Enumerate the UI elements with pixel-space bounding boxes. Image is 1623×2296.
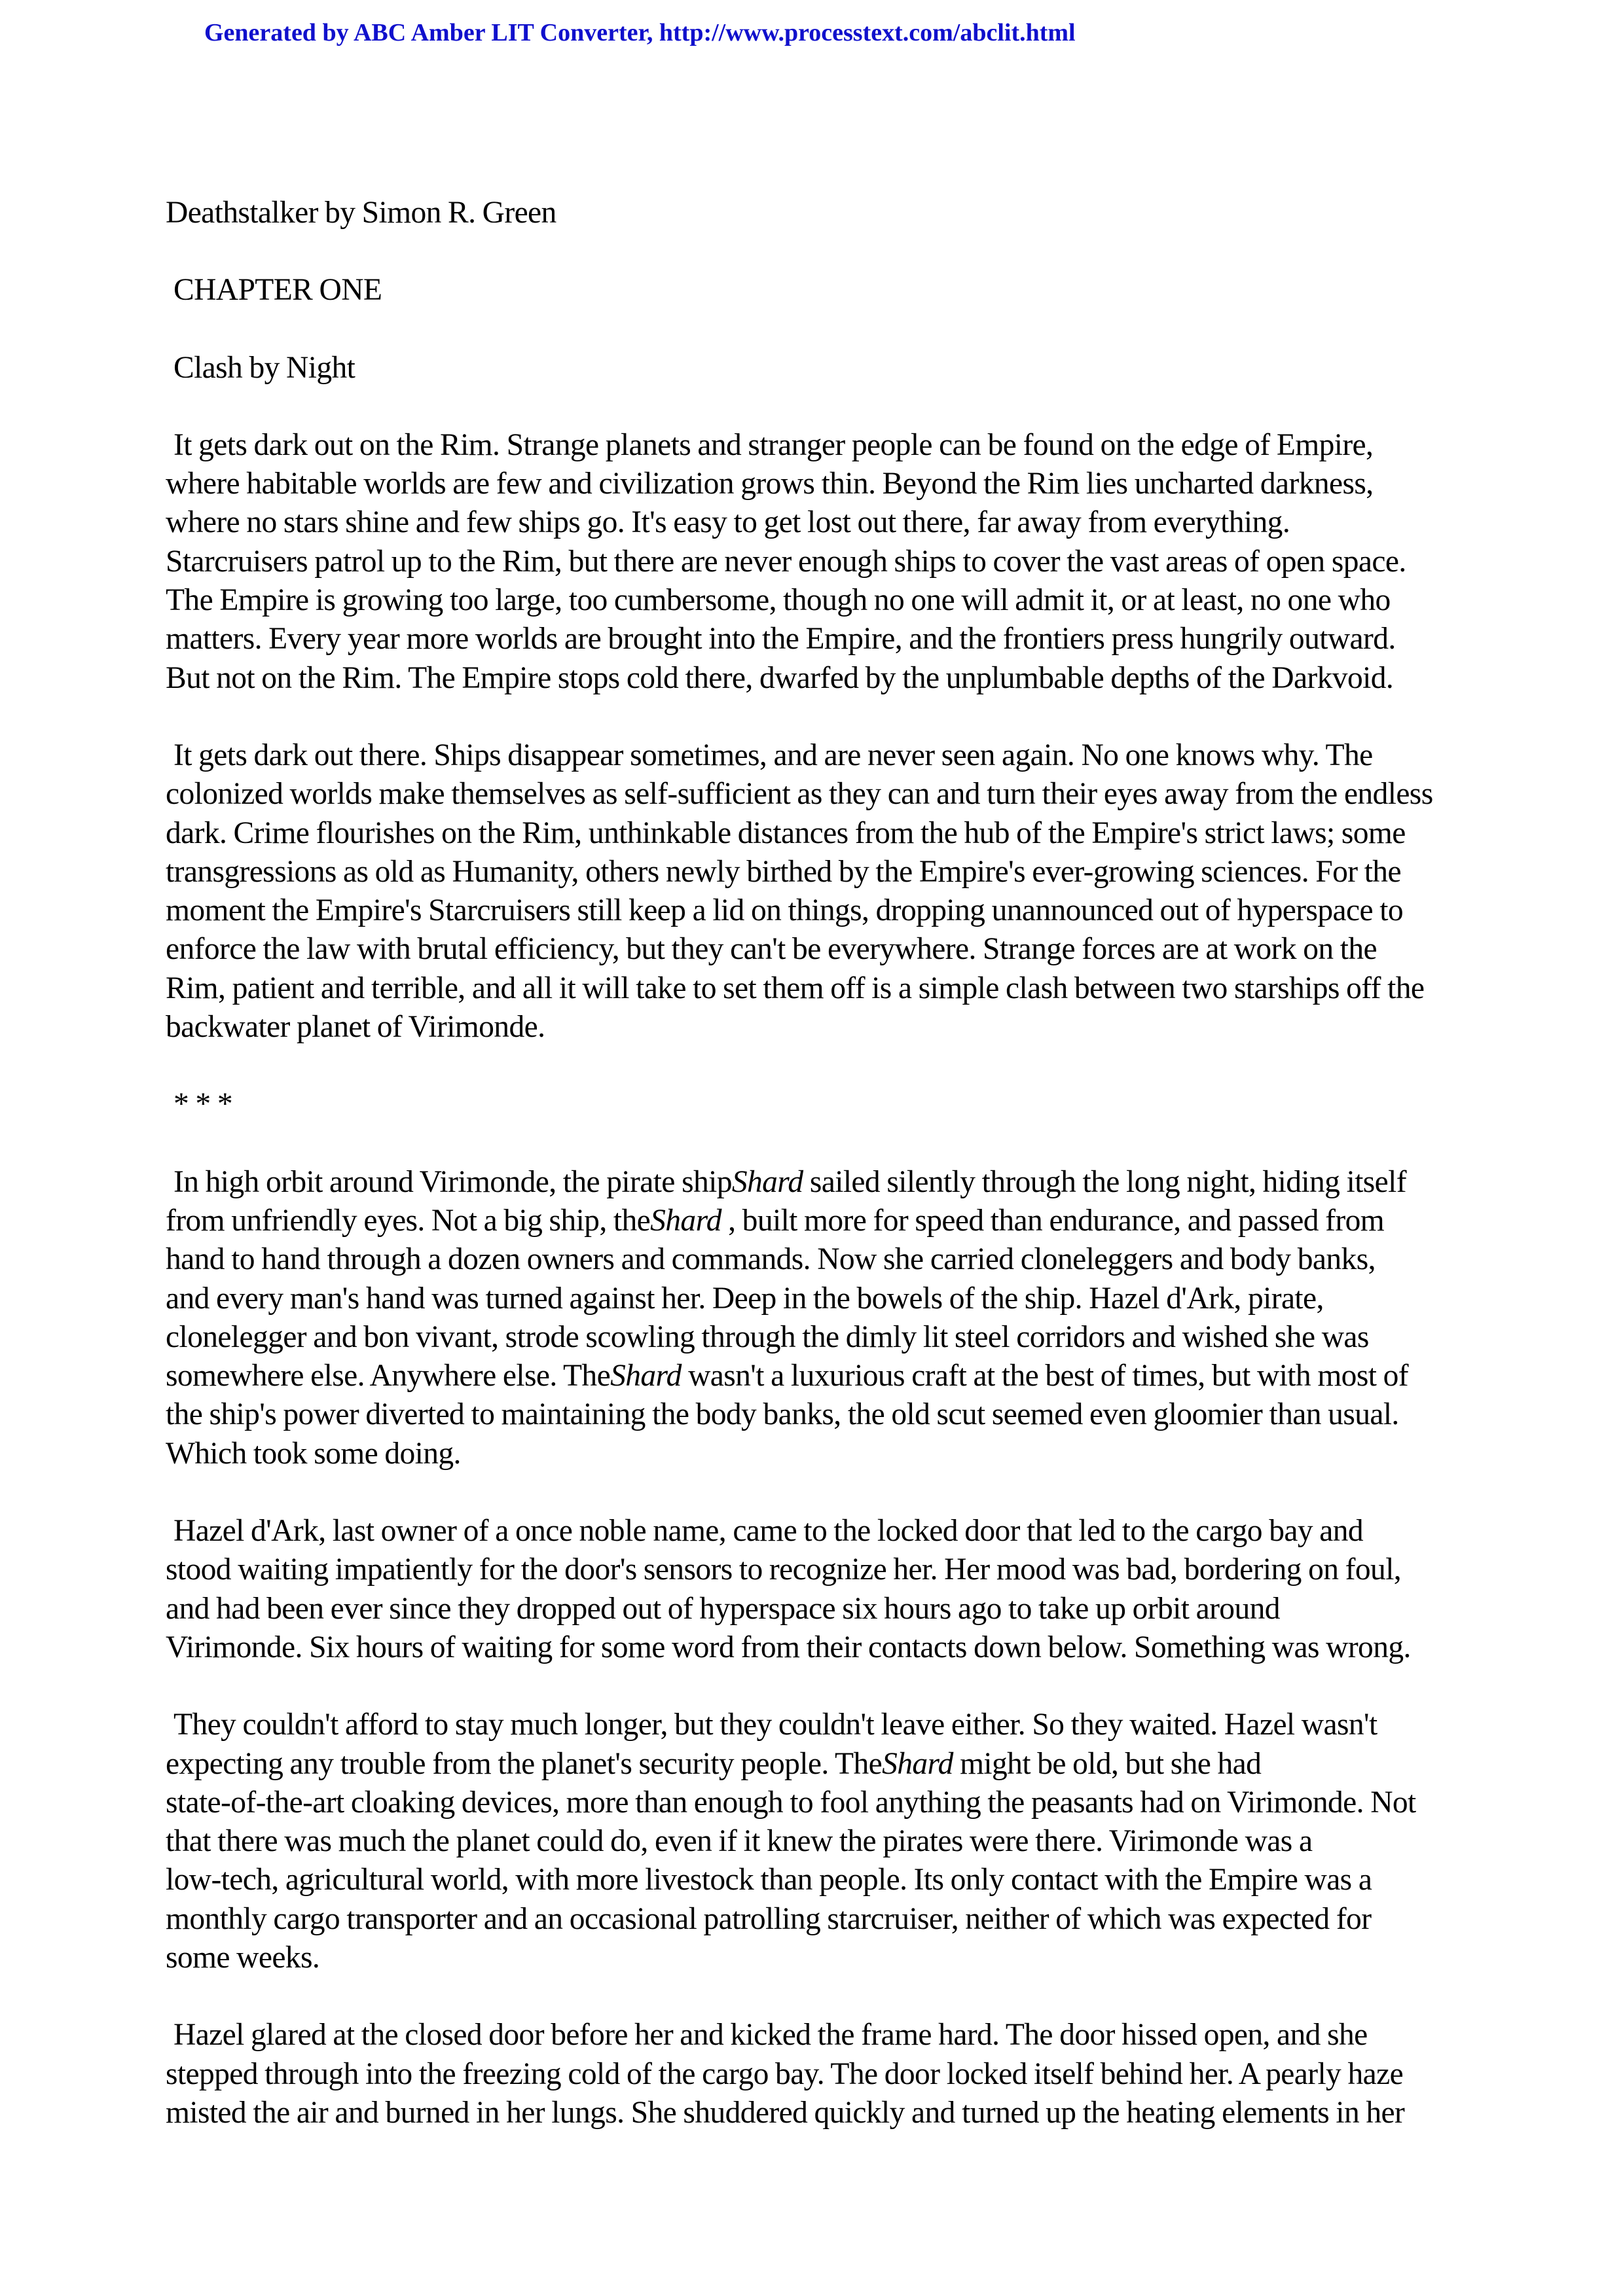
text-line: state-of-the-art cloaking devices, more than enough to fool anything the peasants had on Virimonde. Not xyxy=(166,1785,1416,1820)
paragraph-6 xyxy=(166,2016,1475,2132)
text-line: stood waiting impatiently for the door's sensors to recognize her. Her mood was bad, bordering on foul, xyxy=(166,1552,1402,1587)
text-line: dark. Crime flourishes on the Rim, unthinkable distances from the hub of the Empire's strict laws; some xyxy=(166,816,1406,850)
text-line: where no stars shine and few ships go. It's easy to get lost out there, far away from everything. xyxy=(166,505,1290,540)
ship-name: Shard xyxy=(610,1359,682,1393)
text-line: Hazel glared at the closed door before her and kicked the frame hard. The door hissed open, and she xyxy=(173,2018,1368,2053)
text-line: hand to hand through a dozen owners and commands. Now she carried cloneleggers and body banks, xyxy=(166,1242,1376,1277)
text-line: clonelegger and bon vivant, strode scowling through the dimly lit steel corridors and wished she was xyxy=(166,1319,1369,1354)
text-line: the ship's power diverted to maintaining the body banks, the old scut seemed even gloomier than usual. xyxy=(166,1397,1399,1432)
text-line: stepped through into the freezing cold of the cargo bay. The door locked itself behind her. A pearly haze xyxy=(166,2056,1404,2091)
text-line: monthly cargo transporter and an occasional patrolling starcruiser, neither of which was expected for xyxy=(166,1901,1372,1936)
book-title-line: Deathstalker by Simon R. Green xyxy=(166,196,556,230)
scene-separator: * * * xyxy=(173,1087,233,1122)
text-line: misted the air and burned in her lungs. She shuddered quickly and turned up the heating elements in her xyxy=(166,2095,1405,2130)
chapter-heading: CHAPTER ONE xyxy=(173,273,382,308)
text-line: backwater planet of Virimonde. xyxy=(166,1010,545,1045)
text-line: The Empire is growing too large, too cumbersome, though no one will admit it, or at least, no one who xyxy=(166,583,1391,618)
paragraph-3 xyxy=(166,1163,1475,1473)
ship-name: Shard xyxy=(650,1203,721,1238)
ship-name: Shard xyxy=(731,1164,803,1199)
ship-name: Shard xyxy=(882,1746,953,1781)
text-line: Hazel d'Ark, last owner of a once noble name, came to the locked door that led to the cargo bay and xyxy=(173,1514,1364,1549)
paragraph-5 xyxy=(166,1706,1475,1977)
text-line: that there was much the planet could do, even if it knew the pirates were there. Virimonde was a xyxy=(166,1824,1313,1859)
text-line: It gets dark out there. Ships disappear sometimes, and are never seen again. No one knows why. The xyxy=(173,738,1373,772)
text-line: matters. Every year more worlds are brought into the Empire, and the frontiers press hungrily outward. xyxy=(166,622,1396,656)
text-line: It gets dark out on the Rim. Strange planets and stranger people can be found on the edge of Empire, xyxy=(173,427,1374,462)
text-line: But not on the Rim. The Empire stops cold there, dwarfed by the unplumbable depths of the Darkvoid. xyxy=(166,660,1394,695)
text-line: enforce the law with brutal efficiency, but they can't be everywhere. Strange forces are at work on the xyxy=(166,932,1377,967)
text-line: In high orbit around Virimonde, the pirate shipShard sailed silently through the long night, hiding itself xyxy=(173,1164,1406,1199)
paragraph-2 xyxy=(166,736,1475,1047)
text-line: Starcruisers patrol up to the Rim, but there are never enough ships to cover the vast areas of open space. xyxy=(166,544,1406,579)
text-line: and had been ever since they dropped out of hyperspace six hours ago to take up orbit around xyxy=(166,1591,1280,1626)
text-line: transgressions as old as Humanity, others newly birthed by the Empire's ever-growing sciences. For the xyxy=(166,854,1401,889)
text-line: somewhere else. Anywhere else. TheShard wasn't a luxurious craft at the best of times, but with most of xyxy=(166,1359,1408,1393)
text-line: colonized worlds make themselves as self-sufficient as they can and turn their eyes away from the endless xyxy=(166,777,1433,812)
text-line: They couldn't afford to stay much longer, but they couldn't leave either. So they waited. Hazel wasn't xyxy=(173,1708,1377,1742)
paragraph-1 xyxy=(166,426,1475,698)
text-line: moment the Empire's Starcruisers still keep a lid on things, dropping unannounced out of hyperspace to xyxy=(166,893,1403,928)
text-line: Virimonde. Six hours of waiting for some word from their contacts down below. Something was wrong. xyxy=(166,1630,1411,1664)
text-line: expecting any trouble from the planet's security people. TheShard might be old, but she had xyxy=(166,1746,1262,1781)
book-text xyxy=(166,194,1475,2132)
text-line: from unfriendly eyes. Not a big ship, theShard , built more for speed than endurance, and passed from xyxy=(166,1203,1385,1238)
text-line: Which took some doing. xyxy=(166,1436,461,1471)
chapter-title: Clash by Night xyxy=(173,350,356,385)
text-line: where habitable worlds are few and civilization grows thin. Beyond the Rim lies uncharted darkness, xyxy=(166,467,1374,501)
text-line: some weeks. xyxy=(166,1940,320,1975)
converter-banner: Generated by ABC Amber LIT Converter, http://www.processtext.com/abclit.html xyxy=(204,19,1076,46)
text-line: and every man's hand was turned against her. Deep in the bowels of the ship. Hazel d'Ark, pirate, xyxy=(166,1281,1324,1316)
paragraph-4 xyxy=(166,1512,1475,1667)
text-line: Rim, patient and terrible, and all it will take to set them off is a simple clash between two starships off the xyxy=(166,971,1425,1005)
text-line: low-tech, agricultural world, with more livestock than people. Its only contact with the Empire was a xyxy=(166,1863,1372,1897)
